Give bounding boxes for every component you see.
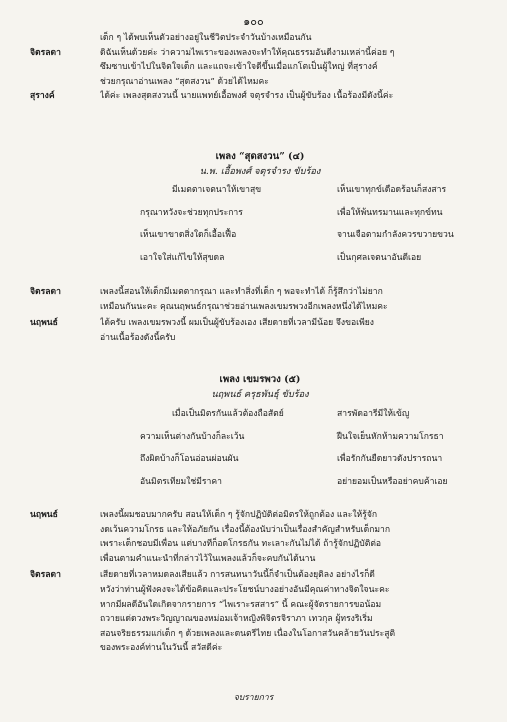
dialogue-entry [30, 568, 490, 656]
dialogue-line: ซึมซาบเข้าไปในจิตใจเด็ก และแถจะเข้าใจดีขึ้นเมื่อแกโตเป็นผู้ใหญ่ ที่สุรางค์ [100, 62, 378, 73]
song-verses-1 [140, 183, 454, 265]
dialogue-line: ช่วยกรุณาอ่านเพลง “สุดสงวน” ด้วยได้ไหมคะ [100, 76, 269, 87]
dialogue-line: อ่านเนื้อร้องดังนี้ครับ [100, 332, 176, 343]
song-heading-2 [30, 373, 490, 402]
verse-line: กรุณาหวังจะช่วยทุกประการ [140, 207, 243, 218]
speaker-name: จิตรลดา [30, 570, 61, 581]
verse-line: จานเจือตามกำลังควรขวายขวน [337, 230, 454, 241]
speaker-name: นฤพนธ์ [30, 510, 58, 520]
speaker-name: นฤพนธ์ [30, 318, 58, 329]
speaker-name: จิตรลดา [30, 47, 61, 58]
song-verses-2 [140, 407, 448, 489]
dialogue-entry [30, 508, 490, 566]
dialogue-line: ได้ค่ะ เพลงสุดสงวนนี้ นายแพทย์เอื้อพงศ์ จตุรจำรง เป็นผู้ขับร้อง เนื้อร้องมีดังนี้ค่ะ [100, 91, 394, 102]
dialogue-section-1 [30, 31, 490, 104]
verse-line: ถึงผิดบ้างก็โอนอ่อนผ่อนผัน [140, 454, 239, 465]
dialogue-line: เพลงนี้ผมชอบมากครับ สอนให้เด็ก ๆ รู้จักปฏิบัติต่อมิตรให้ถูกต้อง และให้รู้จัก [100, 510, 378, 520]
verse-line: อันมิตรเทียมใช่มีราคา [140, 476, 222, 487]
dialogue-line: เพลงนี้สอนให้เด็กมีเมตตากรุณา และทำสิ่งที่เด็ก ๆ พอจะทำได้ ก็รู้สึกว่าไม่ยาก [100, 287, 383, 297]
dialogue-entry [30, 89, 490, 104]
song-author: น.พ. เอื้อพงศ์ จตุรจำรง ขับร้อง [199, 165, 321, 177]
dialogue-line: หวังว่าท่านผู้ฟังคงจะได้ข้อคิดและประโยชน์บางอย่างอันมีคุณค่าทางจิตใจนะคะ [100, 584, 390, 595]
dialogue-entry [30, 46, 490, 90]
verse-line: สารพัดอารีมีให้เข้ญู [337, 409, 410, 419]
speaker-name: สุรางค์ [30, 91, 55, 102]
intro-line: เด็ก ๆ ได้พบเห็นตัวอย่างอยู่ในชีวิตประจำวันบ้างเหมือนกัน [100, 33, 312, 43]
verse-line: เห็นเขาขาดสิ่งใดก็เอื้อเฟื้อ [140, 230, 237, 241]
verse-line: ฝืนใจเย็นหักห้ามความโกรธา [337, 431, 444, 442]
dialogue-line: ได้ครับ เพลงเขมรพวงนี้ ผมเป็นผู้ขับร้องเอง เสียดายที่เวลามีน้อย จึงขอเพียง [100, 318, 374, 329]
dialogue-line: เพราะเด็กชอบมีเพื่อน แต่บางทีก็อดโกรธกัน ทะเลาะกันไม่ได้ ถ้ารู้จักปฏิบัติต่อ [100, 539, 382, 550]
verse-line: เห็นเขาทุกข์เดือดร้อนก็สงสาร [337, 185, 447, 195]
page-number: ๑๐๐ [243, 15, 264, 28]
dialogue-entry [30, 285, 490, 314]
verse-line: เพื่อรักกันยืดยาวดังปรารถนา [337, 454, 443, 465]
verse-line: เมื่อเป็นมิตรกันแล้วต้องถือสัตย์ [172, 409, 284, 419]
dialogue-entry [30, 316, 490, 345]
verse-line: เป็นกุศลเจตนาอันดีเอย [337, 252, 422, 263]
dialogue-line: เพื่อนตามคำแนะนำที่กล่าวไว้ในเพลงแล้วก็จะคบกันได้นาน [100, 553, 316, 564]
verse-line: ความเห็นต่างกันบ้างก็ละเว้น [140, 431, 245, 442]
dialogue-section-3 [30, 508, 490, 656]
verse-line: มีเมตตาเจตนาให้เขาสุข [172, 185, 262, 195]
song-heading-1 [30, 150, 490, 179]
song-author: นฤพนธ์ ครุธพันธุ์ ขับร้อง [211, 388, 309, 400]
dialogue-line: ของพระองค์ท่านในวันนี้ สวัสดีค่ะ [100, 643, 223, 654]
song-title: เพลง เขมรพวง (๕) [219, 374, 301, 385]
verse-line: อย่ายอมเป็นหรืออย่าคบค้าเอย [337, 476, 448, 487]
dialogue-section-2 [30, 285, 490, 345]
speaker-name: จิตรลดา [30, 287, 61, 297]
end-label: จบรายการ [233, 693, 274, 703]
song-title: เพลง “สุดสงวน” (๔) [215, 151, 305, 162]
dialogue-line: เหมือนกันนะคะ คุณนฤพนธ์กรุณาช่วยอ่านเพลงเขมรพวงอีกเพลงหนึ่งได้ไหมคะ [100, 301, 388, 312]
dialogue-line: หากมีผลดีอันใดเกิดจากรายการ “ไพเราะรสสาร” นี้ คณะผู้จัดรายการขอน้อม [100, 599, 382, 610]
dialogue-line: สอนจริยธรรมแก่เด็ก ๆ ด้วยเพลงและดนตรีไทย เนื่องในโอกาสวันคล้ายวันประสูติ [100, 628, 396, 639]
dialogue-line: เสียดายที่เวลาหมดลงเสียแล้ว การสนทนาวันนี้ก็จำเป็นต้องยุติลง อย่างไรก็ดี [100, 570, 375, 581]
dialogue-line: งดเว้นความโกรธ และให้อภัยกัน เรื่องนี้ต้องนับว่าเป็นเรื่องสำคัญสำหรับเด็กมาก [100, 524, 391, 535]
verse-line: เพื่อให้พ้นทรมานและทุกข์ทน [337, 207, 443, 218]
dialogue-line: ดิฉันเห็นด้วยค่ะ ว่าความไพเราะของเพลงจะทำให้คุณธรรมอันดีงามเหล่านี้ค่อย ๆ [100, 47, 395, 58]
dialogue-line: ถวายแด่ดวงพระวิญญาณของหม่อมเจ้าหญิงพิจิตรจิราภา เทวกุล ผู้ทรงริเริ่ม [100, 614, 373, 625]
verse-line: เอาใจใส่แก้ไขให้สุขดล [140, 252, 225, 263]
